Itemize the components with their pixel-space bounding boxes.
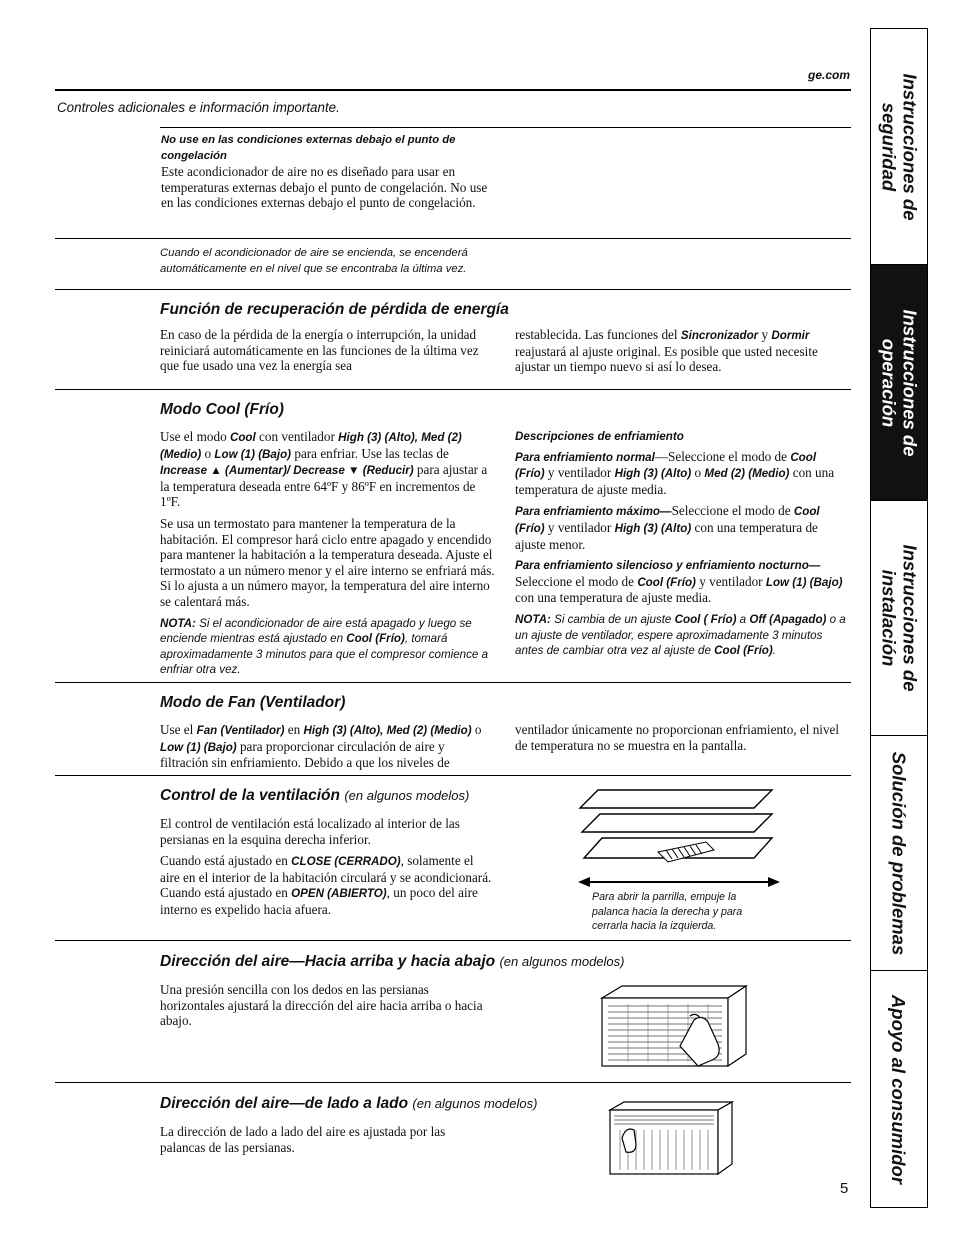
divider [55, 389, 851, 390]
page-number: 5 [840, 1180, 849, 1197]
section-tabs [870, 28, 928, 1208]
emphasis: Low (1) (Bajo) [160, 740, 237, 754]
site-url: ge.com [807, 68, 850, 82]
text-run: con una temperatura de ajuste menor. [515, 519, 818, 552]
vent-control-settings [160, 853, 495, 917]
cool-mode-thermostat: Se usa un termostato para mantener la temperatura de la habitación. El compresor hará ciclo entre apagado y encendido para mantener la habitación a la temperatura deseada. Ajuste el termostato a un número menor y el aire interno se enfriará más. Si lo ajusta a un número mayor, la temperatura del aire interno se calentará más. [160, 515, 495, 609]
text-run: con una temperatura de ajuste media. [515, 465, 835, 497]
text-run: Seleccione el modo de [671, 503, 794, 519]
text-run: , solamente el aire en el interior de la habitación circulará y se acondicionará. Cuando está ajustado en [160, 853, 492, 901]
cool-mode-note [160, 616, 496, 678]
side-tab-label: Instrucciones de instalación [878, 544, 921, 692]
text-run: Use el modo [160, 429, 230, 444]
header-rule [55, 89, 851, 91]
freezing-text: Este acondicionador de aire no es diseñado para usar en temperaturas externas debajo el punto de congelación. No use en las condiciones externas debajo el punto de congelación. [161, 164, 488, 211]
text-run: y ventilador [544, 465, 615, 481]
fan-mode-col1 [160, 722, 490, 771]
side-tab-label: Instrucciones de operación [878, 308, 921, 457]
side-tab-5[interactable] [871, 971, 927, 1207]
text-run: o [201, 445, 215, 461]
text-run: —Seleccione el modo de [654, 448, 791, 464]
divider [55, 682, 851, 683]
text-run: Cuando está ajustado en [160, 853, 292, 869]
emphasis: Cool (Frío) [515, 450, 817, 481]
emphasis: Cool (Frío) [346, 632, 405, 646]
emphasis: Med (2) (Medio) [704, 467, 790, 481]
emphasis: Cool [229, 431, 256, 444]
air-direction-side-text: La dirección de lado a lado del aire es ajustada por las palancas de las persianas. [160, 1124, 446, 1155]
text-run: con una temperatura de ajuste media. [515, 590, 712, 606]
emphasis: Low (1) (Bajo) [765, 575, 843, 589]
text-run: o [471, 722, 482, 737]
text-run: para enfriar. Use las teclas de [291, 445, 449, 461]
divider [55, 289, 851, 290]
vent-louver-illustration [574, 786, 784, 890]
auto-restart-note: Cuando el acondicionador de aire se encienda, se encenderá automáticamente en el nivel que se encontraba la última vez. [160, 247, 468, 275]
text-run: , tomará aproximadamente 3 minutos para que el compresor comience a enfriar otra vez. [160, 632, 489, 677]
vent-caption: Para abrir la parrilla, empuje la palanca hacia la derecha y para cerrarla hacia la izquierda. [592, 891, 743, 932]
air-direction-updown-text: Una presión sencilla con los dedos en las persianas horizontales ajustará la dirección del aire hacia arriba o hacia abajo. [160, 982, 483, 1029]
divider [55, 940, 851, 941]
text-run: y ventilador [695, 573, 766, 589]
emphasis: Cool (Frío) [714, 644, 773, 658]
side-tab-2[interactable] [871, 265, 927, 501]
ac-updown-illustration [598, 982, 750, 1072]
cool-mode-title: Modo Cool (Frío) [160, 401, 284, 418]
emphasis: Para enfriamiento normal [515, 450, 655, 464]
emphasis: Para enfriamiento máximo— [515, 505, 672, 519]
emphasis: NOTA: [160, 616, 196, 630]
page-subtitle: Controles adicionales e información importante. [57, 100, 340, 115]
text-run: Seleccione el modo de [515, 573, 638, 589]
text-run: en [284, 722, 304, 737]
cooling-quiet-title: Para enfriamiento silencioso y enfriamiento nocturno— [515, 559, 821, 573]
emphasis: High (3) (Alto) [614, 467, 692, 481]
emphasis: High (3) (Alto) [614, 521, 692, 535]
fan-mode-title: Modo de Fan (Ventilador) [160, 694, 346, 711]
emphasis: CLOSE (CERRADO) [291, 855, 401, 869]
text-run: Use el [160, 722, 197, 737]
cool-mode-para [160, 429, 496, 510]
emphasis: Cool (Frío) [637, 575, 696, 589]
text-run: a [736, 612, 750, 626]
side-tab-label: Apoyo al consumidor [888, 994, 910, 1184]
cooling-max [515, 503, 847, 552]
emphasis: Low (1) (Bajo) [214, 447, 292, 461]
side-tab-4[interactable] [871, 736, 927, 971]
vent-control-title: Control de la ventilación (en algunos modelos) [160, 787, 470, 804]
cooling-normal [515, 449, 847, 498]
emphasis: Off (Apagado) [749, 612, 827, 626]
side-tab-1[interactable] [871, 29, 927, 265]
cool-mode-col1 [160, 429, 496, 684]
divider [55, 238, 851, 239]
text-run: con ventilador [255, 429, 339, 444]
cool-mode-col2 [515, 429, 847, 665]
side-tab-label: Solución de problemas [888, 751, 910, 955]
emphasis: Fan (Ventilador) [196, 724, 285, 737]
text-run: o a un ajuste de ventilador, espere aproximadamente 3 minutos antes de cambiar otra vez al ajuste de [515, 612, 846, 658]
text-run: para ajustar a la temperatura deseada entre 64ºF y 86ºF en incrementos de 1ºF. [160, 462, 488, 510]
divider [55, 1082, 851, 1083]
emphasis: High (3) (Alto), Med (2) (Medio) [160, 431, 462, 461]
text-run: , un poco del aire interno es expelido hacia afuera. [160, 885, 478, 917]
side-tab-label: Instrucciones de seguridad [878, 72, 921, 221]
emphasis: Increase ▲ (Aumentar)/ Decrease ▼ (Reducir) [160, 464, 414, 478]
divider [160, 127, 851, 128]
emphasis: OPEN (ABIERTO) [291, 887, 387, 901]
air-direction-updown-title: Dirección del aire—Hacia arriba y hacia abajo (en algunos modelos) [160, 953, 625, 970]
text-run: para proporcionar circulación de aire y filtración sin enfriamiento. Debido a que los niveles de [160, 738, 450, 771]
freezing-section [161, 133, 496, 211]
cooling-note [515, 612, 847, 659]
cooling-quiet [515, 574, 847, 606]
text-run: y ventilador [544, 519, 615, 535]
power-recovery-col1: En caso de la pérdida de la energía o interrupción, la unidad reiniciará automáticamente en las funciones de la última vez que fue usado una vez la energía sea [160, 327, 479, 374]
emphasis: Cool (Frío) [515, 505, 820, 535]
text-run: Si cambia de un ajuste [550, 612, 675, 626]
emphasis: NOTA: [515, 612, 551, 626]
ac-side-illustration [606, 1100, 736, 1178]
text-run: Si el acondicionador de aire está apagado y luego se enciende mientras está ajustado en [160, 616, 472, 646]
emphasis: High (3) (Alto), Med (2) (Medio) [303, 724, 472, 737]
power-recovery-title: Función de recuperación de pérdida de energía [160, 301, 509, 318]
text-run: o [691, 465, 705, 481]
emphasis: Cool ( Frío) [674, 612, 737, 626]
vent-control-location: El control de ventilación está localizado al interior de las persianas en la esquina derecha inferior. [160, 816, 460, 847]
text-run: . [772, 644, 776, 658]
air-direction-side-title: Dirección del aire—de lado a lado (en algunos modelos) [160, 1095, 538, 1112]
freezing-title: No use en las condiciones externas debajo el punto de congelación [161, 134, 456, 162]
side-tab-3[interactable] [871, 501, 927, 736]
divider [55, 775, 851, 776]
cooling-descriptions-title: Descripciones de enfriamiento [515, 430, 684, 443]
power-recovery-col2: restablecida. Las funciones del Sincronizador y Dormir reajustará al ajuste original. Es posible que usted necesite ajustar un tiempo nuevo si así lo desea. [515, 327, 818, 375]
fan-mode-col2: ventilador únicamente no proporcionan enfriamiento, el nivel de temperatura no se muestra en la pantalla. [515, 722, 840, 753]
vent-control-text [160, 816, 495, 924]
